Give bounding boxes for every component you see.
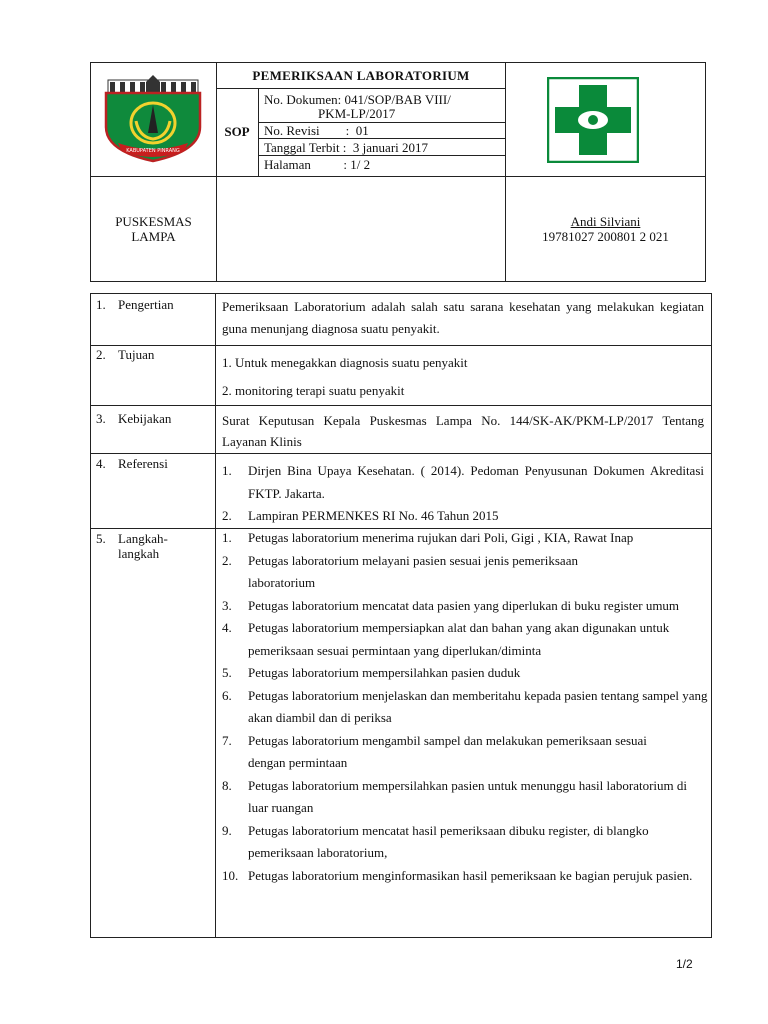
page-title: PEMERIKSAAN LABORATORIUM	[252, 68, 470, 83]
institution-name-line1: PUSKESMAS	[115, 214, 192, 229]
referensi-list	[222, 460, 704, 528]
list-item: 8. Petugas laboratorium mempersilahkan pasien untuk menunggu hasil laboratorium di luar ruangan	[222, 777, 688, 815]
title-divider	[216, 88, 505, 89]
section-label-langkah: 5. Langkah- langkah	[96, 531, 168, 561]
signatory-name: Andi Silviani	[570, 214, 641, 229]
list-item: 3. Petugas laboratorium mencatat data pasien yang diperlukan di buku register umum	[222, 597, 680, 613]
revision-number: No. Revisi : 01	[264, 123, 369, 138]
pengertian-text: Pemeriksaan Laboratorium adalah salah satu sarana kesehatan yang melakukan kegiatan guna menunjang diagnosa suatu penyakit.	[222, 299, 704, 336]
list-item: 9. Petugas laboratorium mencatat hasil pemeriksaan dibuku register, di blangko pemeriksaan laboratorium,	[222, 822, 649, 860]
signatory-nip: 19781027 200801 2 021	[542, 229, 669, 244]
doc-info-divider-3	[258, 155, 505, 156]
tujuan-item-2: 2. monitoring terapi suatu penyakit	[222, 383, 405, 398]
list-item: 10. Petugas laboratorium menginformasikan hasil pemeriksaan ke bagian perujuk pasien.	[222, 867, 693, 883]
coat-of-arms-icon	[96, 75, 210, 165]
sop-divider	[258, 88, 259, 176]
tujuan-item-1: 1. Untuk menegakkan diagnosis suatu penyakit	[222, 355, 468, 370]
issue-date: Tanggal Terbit : 3 januari 2017	[264, 140, 429, 155]
doc-number-line1: No. Dokumen: 041/SOP/BAB VIII/	[264, 92, 451, 107]
page-number: 1/2	[676, 957, 693, 971]
institution-name-line2: LAMPA	[131, 229, 176, 244]
langkah-list	[222, 527, 706, 887]
list-item: 2. Petugas laboratorium melayani pasien sesuai jenis pemeriksaan laboratorium	[222, 552, 578, 590]
list-item: 2. Lampiran PERMENKES RI No. 46 Tahun 2015	[222, 508, 499, 523]
section-label-tujuan: 2. Tujuan	[96, 347, 155, 362]
page-count: Halaman : 1/ 2	[264, 157, 371, 172]
list-item: 6. Petugas laboratorium menjelaskan dan memberitahu kepada pasien tentang sampel yang akan diambil dan di periksa	[222, 687, 708, 725]
list-item: 1. Dirjen Bina Upaya Kesehatan. ( 2014). Pedoman Penyusunan Dokumen Akreditasi FKTP. Jakarta.	[222, 463, 704, 501]
row-divider-1	[90, 345, 712, 346]
doc-info-divider-2	[258, 138, 505, 139]
sop-label: SOP	[224, 124, 250, 139]
row-divider-3	[90, 453, 712, 454]
list-item: 4. Petugas laboratorium mempersiapkan alat dan bahan yang akan digunakan untuk pemeriksaan sesuai permintaan yang diperlukan/diminta	[222, 620, 670, 658]
kebijakan-text: Surat Keputusan Kepala Puskesmas Lampa No. 144/SK-AK/PKM-LP/2017 Tentang Layanan Klinis	[222, 413, 704, 449]
section-label-kebijakan: 3. Kebijakan	[96, 411, 172, 426]
list-item: 1. Petugas laboratorium menerima rujukan dari Poli, Gigi , KIA, Rawat Inap	[222, 530, 634, 545]
body-column-divider	[215, 293, 216, 938]
list-item: 5. Petugas laboratorium mempersilahkan pasien duduk	[222, 665, 521, 680]
list-item: 7. Petugas laboratorium mengambil sampel dan melakukan pemeriksaan sesuai dengan permintaan	[222, 732, 647, 770]
blank-middle-cell	[216, 176, 506, 282]
row-divider-2	[90, 405, 712, 406]
section-label-pengertian: 1. Pengertian	[96, 297, 174, 312]
puskesmas-cross-icon	[547, 77, 639, 163]
doc-number-line2: PKM-LP/2017	[318, 106, 396, 121]
svg-text:KABUPATEN PINRANG: KABUPATEN PINRANG	[126, 148, 180, 154]
section-label-referensi: 4. Referensi	[96, 456, 168, 471]
